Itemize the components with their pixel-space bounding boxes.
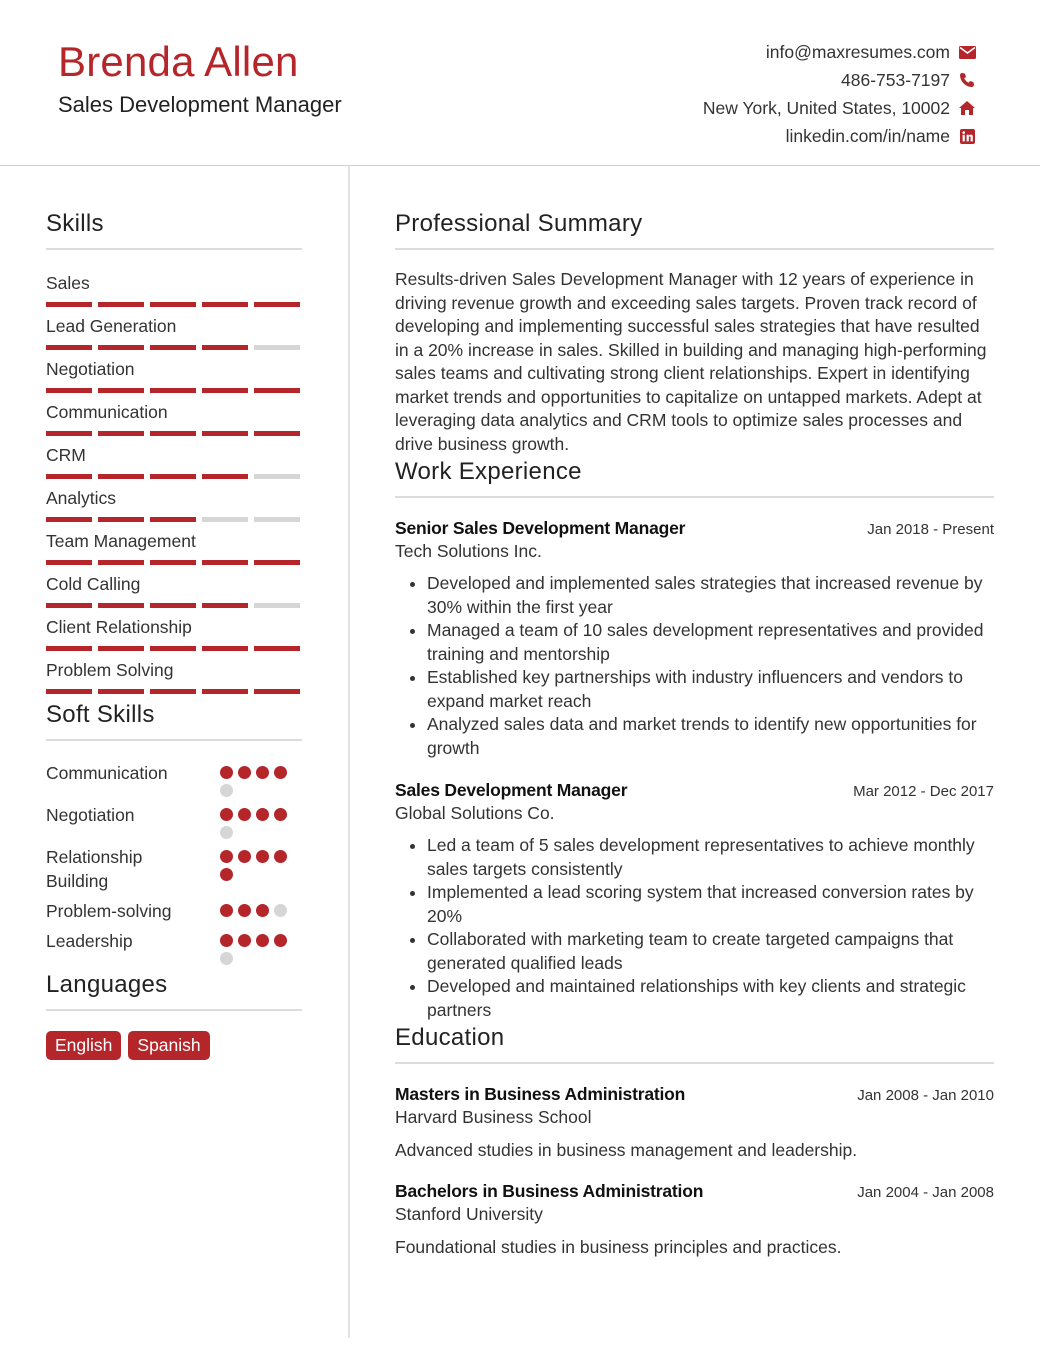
skill-level-bar bbox=[46, 474, 302, 479]
skill-level-segment bbox=[150, 689, 196, 694]
experience-list bbox=[395, 518, 994, 1022]
skill-level-segment bbox=[98, 560, 144, 565]
languages-heading: Languages bbox=[46, 971, 302, 1011]
skill-level-segment bbox=[98, 517, 144, 522]
education-header bbox=[395, 1181, 994, 1202]
job-bullet: • Developed and implemented sales strategies that increased revenue by 30% within the first year bbox=[427, 572, 994, 619]
contact-email[interactable] bbox=[703, 38, 976, 66]
skill-level-segment bbox=[98, 603, 144, 608]
skill-item bbox=[46, 485, 302, 528]
rating-dot bbox=[256, 850, 269, 863]
summary-text: Results-driven Sales Development Manager with 12 years of experience in driving revenue growth and exceeding sales targets. Proven track record of developing and implementing successful sales strategies that have resulted in a 20% increase in sales. Skilled in building and managing high-performing sales teams and cultivating strong client relationships. Expert in identifying market trends and opportunities to capitalize on untapped markets. Adept at leveraging data analytics and CRM tools to optimize sales processes and drive business growth. bbox=[395, 269, 987, 454]
skill-item bbox=[46, 442, 302, 485]
skill-level-segment bbox=[46, 646, 92, 651]
skill-label: Problem Solving bbox=[46, 660, 174, 680]
skill-level-bar bbox=[46, 517, 302, 522]
job-company: Tech Solutions Inc. bbox=[395, 541, 542, 561]
left-column bbox=[46, 166, 302, 1060]
skill-level-segment bbox=[202, 646, 248, 651]
skill-level-bar bbox=[46, 603, 302, 608]
soft-skill-label: Communication bbox=[46, 763, 168, 783]
skills-heading: Skills bbox=[46, 210, 302, 250]
job-entry bbox=[395, 518, 994, 760]
contact-list bbox=[703, 38, 976, 150]
contact-email-text: info@maxresumes.com bbox=[765, 41, 950, 62]
rating-dot bbox=[220, 826, 233, 839]
contact-location-text: New York, United States, 10002 bbox=[702, 97, 950, 118]
education-header bbox=[395, 1084, 994, 1105]
skill-level-segment bbox=[46, 474, 92, 479]
job-bullet: • Established key partnerships with industry influencers and vendors to expand market reach bbox=[427, 666, 994, 713]
rating-dot bbox=[274, 904, 287, 917]
rating-dot bbox=[220, 850, 233, 863]
education-entry bbox=[395, 1181, 994, 1258]
rating-dot bbox=[220, 952, 233, 965]
rating-dot bbox=[256, 904, 269, 917]
skill-level-segment bbox=[150, 517, 196, 522]
skill-level-segment bbox=[254, 302, 300, 307]
skill-level-segment bbox=[98, 431, 144, 436]
soft-skill-rating bbox=[220, 845, 302, 881]
skill-label: Communication bbox=[46, 402, 168, 422]
skill-level-segment bbox=[254, 689, 300, 694]
job-title: Senior Sales Development Manager bbox=[395, 518, 686, 538]
degree-title: Masters in Business Administration bbox=[395, 1084, 686, 1104]
skill-level-segment bbox=[202, 388, 248, 393]
skill-level-segment bbox=[254, 560, 300, 565]
experience-heading: Work Experience bbox=[395, 458, 994, 498]
job-bullets bbox=[395, 834, 994, 1022]
contact-phone[interactable] bbox=[703, 66, 976, 94]
skill-level-segment bbox=[98, 474, 144, 479]
soft-skill-item bbox=[46, 803, 302, 839]
rating-dot bbox=[238, 934, 251, 947]
skill-level-segment bbox=[150, 474, 196, 479]
skill-level-segment bbox=[150, 560, 196, 565]
skill-item bbox=[46, 571, 302, 614]
rating-dot bbox=[274, 934, 287, 947]
soft-skill-item bbox=[46, 929, 302, 965]
soft-skills-list bbox=[46, 761, 302, 965]
skill-level-segment bbox=[150, 646, 196, 651]
right-column bbox=[395, 166, 994, 1258]
rating-dot bbox=[274, 766, 287, 779]
skill-level-segment bbox=[98, 388, 144, 393]
skill-level-segment bbox=[254, 517, 300, 522]
skill-level-segment bbox=[46, 689, 92, 694]
skill-level-bar bbox=[46, 646, 302, 651]
education-entry bbox=[395, 1084, 994, 1161]
skill-level-segment bbox=[202, 302, 248, 307]
rating-dot bbox=[220, 784, 233, 797]
soft-skill-label: Negotiation bbox=[46, 805, 135, 825]
soft-skills-heading: Soft Skills bbox=[46, 701, 302, 741]
skill-level-bar bbox=[46, 689, 302, 694]
rating-dot bbox=[220, 904, 233, 917]
skill-level-segment bbox=[150, 388, 196, 393]
candidate-title: Sales Development Manager bbox=[58, 92, 342, 117]
skill-level-segment bbox=[254, 345, 300, 350]
education-description: Foundational studies in business principles and practices. bbox=[395, 1237, 842, 1257]
skill-label: Negotiation bbox=[46, 359, 135, 379]
education-date: Jan 2004 - Jan 2008 bbox=[857, 1184, 994, 1201]
rating-dot bbox=[274, 850, 287, 863]
job-header bbox=[395, 780, 994, 801]
soft-skill-rating bbox=[220, 803, 302, 839]
soft-skill-rating bbox=[220, 929, 302, 965]
soft-skill-label: Leadership bbox=[46, 931, 133, 951]
skill-item bbox=[46, 270, 302, 313]
envelope-icon bbox=[958, 43, 976, 61]
summary-heading: Professional Summary bbox=[395, 210, 994, 250]
skill-level-segment bbox=[46, 388, 92, 393]
language-badge: English bbox=[46, 1031, 121, 1060]
job-bullet: • Analyzed sales data and market trends to identify new opportunities for growth bbox=[427, 713, 994, 760]
skill-label: Sales bbox=[46, 273, 90, 293]
job-entry bbox=[395, 780, 994, 1022]
contact-phone-text: 486-753-7197 bbox=[841, 69, 950, 90]
skill-level-bar bbox=[46, 431, 302, 436]
skill-level-segment bbox=[98, 345, 144, 350]
skill-item bbox=[46, 356, 302, 399]
skill-level-bar bbox=[46, 302, 302, 307]
rating-dot bbox=[274, 808, 287, 821]
job-header bbox=[395, 518, 994, 539]
skill-level-segment bbox=[202, 517, 248, 522]
soft-skill-item bbox=[46, 845, 302, 893]
skill-level-bar bbox=[46, 345, 302, 350]
job-bullets bbox=[395, 572, 994, 760]
rating-dot bbox=[220, 808, 233, 821]
skill-level-segment bbox=[202, 474, 248, 479]
column-divider bbox=[348, 166, 350, 1338]
skill-label: Client Relationship bbox=[46, 617, 192, 637]
skill-label: Analytics bbox=[46, 488, 117, 508]
degree-title: Bachelors in Business Administration bbox=[395, 1181, 704, 1201]
education-heading: Education bbox=[395, 1024, 994, 1064]
job-bullet: • Collaborated with marketing team to create targeted campaigns that generated qualified leads bbox=[427, 928, 994, 975]
skill-level-segment bbox=[46, 517, 92, 522]
skill-level-segment bbox=[254, 474, 300, 479]
skill-level-segment bbox=[202, 431, 248, 436]
rating-dot bbox=[238, 904, 251, 917]
skill-level-segment bbox=[46, 345, 92, 350]
candidate-name: Brenda Allen bbox=[58, 38, 299, 85]
skill-label: CRM bbox=[46, 445, 86, 465]
job-bullet: • Developed and maintained relationships with key clients and strategic partners bbox=[427, 975, 994, 1022]
rating-dot bbox=[220, 766, 233, 779]
soft-skill-label: Problem-solving bbox=[46, 901, 172, 921]
job-bullet: • Managed a team of 10 sales development representatives and provided training and mentorship bbox=[427, 619, 994, 666]
skill-level-segment bbox=[202, 345, 248, 350]
skill-label: Team Management bbox=[46, 531, 196, 551]
skill-item bbox=[46, 657, 302, 700]
rating-dot bbox=[238, 808, 251, 821]
languages-list bbox=[46, 1031, 302, 1060]
language-badge: Spanish bbox=[128, 1031, 209, 1060]
skill-level-segment bbox=[254, 603, 300, 608]
rating-dot bbox=[238, 766, 251, 779]
soft-skill-rating bbox=[220, 761, 302, 797]
skill-level-segment bbox=[150, 345, 196, 350]
job-date: Jan 2018 - Present bbox=[867, 521, 994, 538]
skill-level-bar bbox=[46, 560, 302, 565]
skill-item bbox=[46, 528, 302, 571]
skills-list bbox=[46, 270, 302, 700]
skill-level-segment bbox=[46, 431, 92, 436]
skill-level-segment bbox=[150, 431, 196, 436]
school-name: Stanford University bbox=[395, 1204, 543, 1224]
soft-skill-item bbox=[46, 761, 302, 797]
soft-skill-item bbox=[46, 899, 302, 923]
skill-level-segment bbox=[202, 689, 248, 694]
rating-dot bbox=[238, 850, 251, 863]
job-date: Mar 2012 - Dec 2017 bbox=[853, 783, 994, 800]
school-name: Harvard Business School bbox=[395, 1107, 592, 1127]
skill-level-segment bbox=[254, 431, 300, 436]
skill-level-segment bbox=[254, 646, 300, 651]
phone-icon bbox=[958, 71, 976, 89]
rating-dot bbox=[220, 934, 233, 947]
skill-level-segment bbox=[98, 302, 144, 307]
skill-level-segment bbox=[150, 302, 196, 307]
contact-location bbox=[703, 94, 976, 122]
contact-linkedin-text: linkedin.com/in/name bbox=[785, 125, 950, 146]
skill-level-segment bbox=[98, 689, 144, 694]
skill-level-segment bbox=[254, 388, 300, 393]
rating-dot bbox=[256, 808, 269, 821]
job-bullet: • Implemented a lead scoring system that increased conversion rates by 20% bbox=[427, 881, 994, 928]
soft-skill-rating bbox=[220, 899, 302, 917]
skill-level-segment bbox=[46, 603, 92, 608]
skill-level-segment bbox=[46, 560, 92, 565]
soft-skill-label: Relationship Building bbox=[46, 847, 143, 891]
rating-dot bbox=[256, 766, 269, 779]
skill-label: Cold Calling bbox=[46, 574, 141, 594]
linkedin-icon bbox=[958, 127, 976, 145]
education-list bbox=[395, 1084, 994, 1258]
job-company: Global Solutions Co. bbox=[395, 803, 555, 823]
resume-header bbox=[0, 0, 1040, 166]
rating-dot bbox=[256, 934, 269, 947]
skill-item bbox=[46, 313, 302, 356]
education-date: Jan 2008 - Jan 2010 bbox=[857, 1087, 994, 1104]
skill-level-segment bbox=[150, 603, 196, 608]
job-title: Sales Development Manager bbox=[395, 780, 628, 800]
education-description: Advanced studies in business management and leadership. bbox=[395, 1140, 858, 1160]
skill-level-segment bbox=[98, 646, 144, 651]
rating-dot bbox=[220, 868, 233, 881]
contact-linkedin[interactable] bbox=[703, 122, 976, 150]
skill-label: Lead Generation bbox=[46, 316, 177, 336]
skill-level-segment bbox=[46, 302, 92, 307]
home-icon bbox=[958, 99, 976, 117]
skill-level-segment bbox=[202, 560, 248, 565]
skill-item bbox=[46, 614, 302, 657]
skill-item bbox=[46, 399, 302, 442]
job-bullet: • Led a team of 5 sales development representatives to achieve monthly sales targets consistently bbox=[427, 834, 994, 881]
skill-level-segment bbox=[202, 603, 248, 608]
skill-level-bar bbox=[46, 388, 302, 393]
